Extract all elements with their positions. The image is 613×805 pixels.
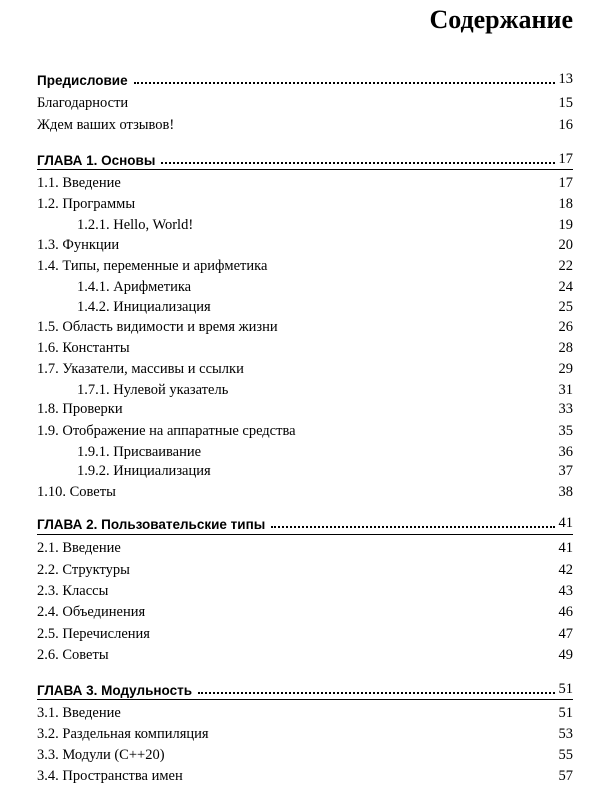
toc-page-number: 49 xyxy=(558,647,573,663)
toc-page-number: 13 xyxy=(558,71,573,87)
toc-entry-title: 1.2. Программы xyxy=(37,196,136,212)
toc-entry-title: 2.3. Классы xyxy=(37,583,109,599)
toc-page-number: 33 xyxy=(558,401,573,417)
toc-page-number: 41 xyxy=(558,515,573,531)
toc-page-number: 25 xyxy=(558,299,573,315)
toc-entry-title: ГЛАВА 1. Основы xyxy=(37,153,156,168)
toc-page-number: 41 xyxy=(558,540,573,556)
toc-entry-title: 1.1. Введение xyxy=(37,175,121,191)
toc-entry-title: 3.2. Раздельная компиляция xyxy=(37,726,209,742)
chapter-divider xyxy=(37,534,573,535)
toc-entry-title: 1.7. Указатели, массивы и ссылки xyxy=(37,361,244,377)
toc-page-number: 26 xyxy=(558,319,573,335)
toc-page-number: 35 xyxy=(558,423,573,439)
toc-page-number: 15 xyxy=(558,95,573,111)
toc-chapter-entry[interactable] xyxy=(37,512,573,532)
toc-entry[interactable] xyxy=(37,765,573,785)
toc-entry-title: 1.3. Функции xyxy=(37,237,120,253)
dot-leader xyxy=(271,524,554,528)
toc-entry[interactable] xyxy=(37,580,573,600)
toc-page-number: 36 xyxy=(558,444,573,460)
toc-entry[interactable] xyxy=(37,559,573,579)
toc-entry-title: 1.4.1. Арифметика xyxy=(77,279,192,295)
toc-entry-title: 1.6. Константы xyxy=(37,340,130,356)
toc-entry[interactable] xyxy=(37,723,573,743)
toc-page-number: 24 xyxy=(558,279,573,295)
toc-entry-title: 1.7.1. Нулевой указатель xyxy=(77,382,229,398)
chapter-divider xyxy=(37,699,573,700)
toc-entry[interactable] xyxy=(37,601,573,621)
toc-entry[interactable] xyxy=(37,172,573,192)
toc-entry[interactable] xyxy=(37,358,573,378)
toc-entry[interactable] xyxy=(37,644,573,664)
toc-page-number: 55 xyxy=(558,747,573,763)
toc-page-number: 18 xyxy=(558,196,573,212)
toc-entry-title: 1.9.2. Инициализация xyxy=(77,463,211,479)
toc-entry[interactable] xyxy=(37,420,573,440)
toc-entry-title: 1.4. Типы, переменные и арифметика xyxy=(37,258,268,274)
toc-entry[interactable] xyxy=(77,460,573,480)
toc-entry-title: 2.5. Перечисления xyxy=(37,626,150,642)
toc-entry[interactable] xyxy=(77,214,573,234)
toc-entry[interactable] xyxy=(37,114,573,134)
toc-entry-title: Ждем ваших отзывов! xyxy=(37,117,175,133)
toc-entry-title: 1.4.2. Инициализация xyxy=(77,299,211,315)
toc-entry[interactable] xyxy=(37,92,573,112)
toc-entry-title: 1.2.1. Hello, World! xyxy=(77,217,194,233)
toc-entry-title: 1.5. Область видимости и время жизни xyxy=(37,319,278,335)
toc-entry-title: 1.8. Проверки xyxy=(37,401,123,417)
toc-entry-title: 2.4. Объединения xyxy=(37,604,146,620)
toc-page-number: 19 xyxy=(558,217,573,233)
toc-page-number: 20 xyxy=(558,237,573,253)
toc-page-number: 43 xyxy=(558,583,573,599)
toc-page-number: 53 xyxy=(558,726,573,742)
toc-entry-title: 2.1. Введение xyxy=(37,540,121,556)
toc-page-number: 51 xyxy=(558,705,573,721)
toc-entry-title: 3.4. Пространства имен xyxy=(37,768,183,784)
toc-entry-title: 3.3. Модули (C++20) xyxy=(37,747,165,763)
toc-entry[interactable] xyxy=(37,537,573,557)
toc-entry[interactable] xyxy=(77,296,573,316)
toc-entry-title: Благодарности xyxy=(37,95,129,111)
toc-page-number: 57 xyxy=(558,768,573,784)
toc-entry[interactable] xyxy=(77,276,573,296)
toc-entry[interactable] xyxy=(37,744,573,764)
toc-entry-title: 1.10. Советы xyxy=(37,484,116,500)
dot-leader xyxy=(134,80,555,84)
toc-entry[interactable] xyxy=(37,255,573,275)
toc-page-number: 16 xyxy=(558,117,573,133)
toc-entry-title: ГЛАВА 3. Модульность xyxy=(37,683,193,698)
toc-page-number: 38 xyxy=(558,484,573,500)
toc-page-number: 17 xyxy=(558,151,573,167)
toc-page-number: 22 xyxy=(558,258,573,274)
toc-page-number: 28 xyxy=(558,340,573,356)
toc-chapter-entry[interactable] xyxy=(37,68,573,88)
toc-entry-title: 1.9. Отображение на аппаратные средства xyxy=(37,423,296,439)
toc-page-number: 42 xyxy=(558,562,573,578)
toc-entry[interactable] xyxy=(37,234,573,254)
toc-chapter-entry[interactable] xyxy=(37,678,573,698)
toc-entry[interactable] xyxy=(77,379,573,399)
toc-entry-title: 2.2. Структуры xyxy=(37,562,130,578)
toc-entry-title: 3.1. Введение xyxy=(37,705,121,721)
page-title: Содержание xyxy=(429,5,573,34)
toc-page-number: 37 xyxy=(558,463,573,479)
toc-entry[interactable] xyxy=(37,702,573,722)
toc-entry[interactable] xyxy=(37,337,573,357)
toc-chapter-entry[interactable] xyxy=(37,148,573,168)
dot-leader xyxy=(161,160,554,164)
toc-entry[interactable] xyxy=(77,441,573,461)
toc-entry[interactable] xyxy=(37,481,573,501)
toc-entry-title: Предисловие xyxy=(37,73,128,88)
toc-entry-title: ГЛАВА 2. Пользовательские типы xyxy=(37,517,266,532)
toc-page-number: 47 xyxy=(558,626,573,642)
toc-entry-title: 1.9.1. Присваивание xyxy=(77,444,202,460)
dot-leader xyxy=(198,690,554,694)
toc-entry-title: 2.6. Советы xyxy=(37,647,109,663)
toc-page-number: 31 xyxy=(558,382,573,398)
toc-page-number: 29 xyxy=(558,361,573,377)
toc-page-number: 17 xyxy=(558,175,573,191)
chapter-divider xyxy=(37,169,573,170)
toc-entry[interactable] xyxy=(37,623,573,643)
toc-entry[interactable] xyxy=(37,193,573,213)
toc-page-number: 51 xyxy=(558,681,573,697)
toc-entry[interactable] xyxy=(37,316,573,336)
toc-page-number: 46 xyxy=(558,604,573,620)
toc-entry[interactable] xyxy=(37,398,573,418)
